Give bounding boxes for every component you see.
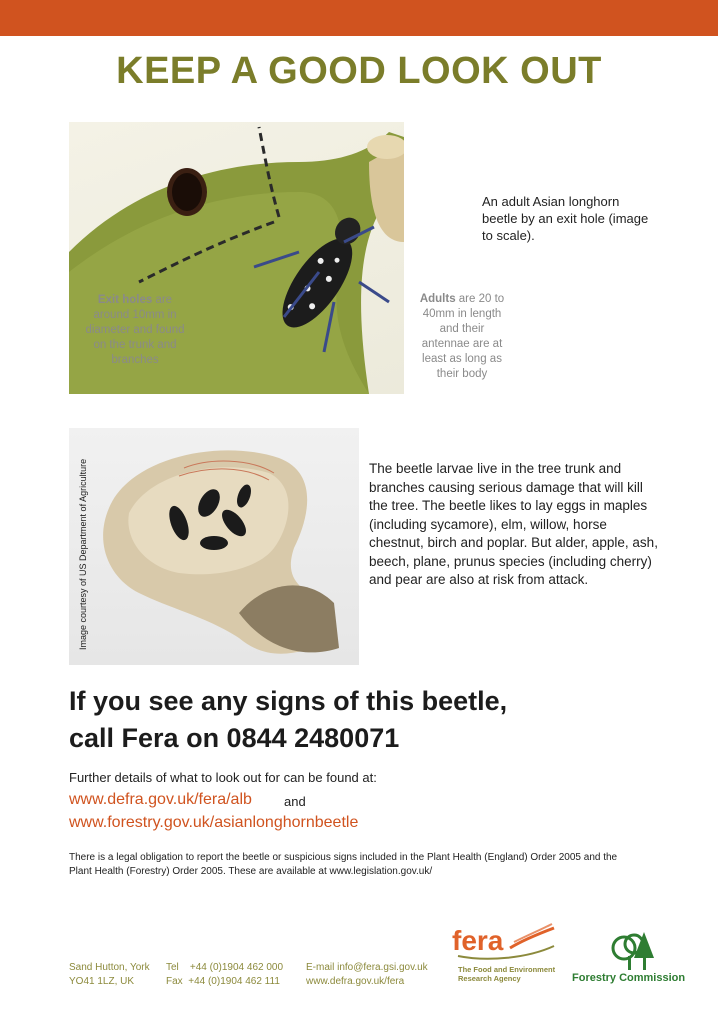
beetle-photo — [69, 122, 404, 394]
email-link[interactable]: E-mail info@fera.gsi.gov.uk — [306, 962, 428, 973]
and-text: and — [284, 794, 306, 809]
cta-line-1: If you see any signs of this beetle, — [69, 686, 508, 716]
fera-tagline — [458, 965, 555, 983]
address-line-1: Sand Hutton, York — [69, 962, 150, 973]
exit-holes-caption: Exit holes are around 10mm in diameter and found on the trunk and branches — [85, 294, 185, 366]
image-credit: Image courtesy of US Department of Agriculture — [78, 458, 88, 650]
trunk-section-illustration — [69, 428, 359, 665]
forestry-commission-name: Forestry Commission — [572, 972, 686, 984]
page-title: KEEP A GOOD LOOK OUT — [116, 50, 602, 92]
adults-caption-text: Adults are 20 to 40mm in length and their antennae are at least as long as their body — [419, 293, 505, 380]
web-link[interactable]: www.defra.gov.uk/fera — [306, 976, 405, 987]
larvae-photo — [69, 428, 359, 665]
footer-phone — [166, 961, 283, 989]
tree-icon — [606, 930, 658, 972]
beetle-caption: An adult Asian longhorn beetle by an exit hole (image to scale). — [482, 194, 649, 243]
telephone: Tel +44 (0)1904 462 000 — [166, 962, 284, 973]
fera-logo-icon — [448, 918, 558, 968]
address-line-2: YO41 1LZ, UK — [69, 976, 135, 987]
fera-tagline-1: The Food and Environment — [458, 965, 556, 974]
call-to-action — [69, 683, 669, 757]
larvae-description: The beetle larvae live in the tree trunk and branches causing serious damage that will kill the tree. The beetle likes to lay eggs in maples (including sycamore), elm, willow, horse chestnut, birch and poplar. But alder, apple, ash, beech, plane, prunus species (including cherry) and pear are also at risk from attack. — [369, 461, 658, 587]
forestry-commission-logo — [606, 930, 658, 972]
top-banner — [0, 0, 718, 36]
fera-tagline-2: Research Agency — [458, 974, 521, 983]
further-details-intro: Further details of what to look out for can be found at: — [69, 770, 377, 785]
forestry-link[interactable]: www.forestry.gov.uk/asianlonghornbeetle — [69, 814, 359, 831]
footer-contact — [306, 961, 428, 989]
cta-line-2: call Fera on 0844 2480071 — [69, 723, 400, 753]
svg-text:fera: fera — [452, 925, 504, 956]
fax: Fax +44 (0)1904 462 111 — [166, 976, 280, 987]
footer-address — [69, 961, 150, 989]
defra-link[interactable]: www.defra.gov.uk/fera/alb — [69, 791, 252, 808]
legal-notice: There is a legal obligation to report the beetle or suspicious signs included in the Plant Health (England) Order 2005 and the Plant Health (Forestry) Order 2005. These are available at www.legislation.gov.uk/ — [69, 852, 618, 877]
